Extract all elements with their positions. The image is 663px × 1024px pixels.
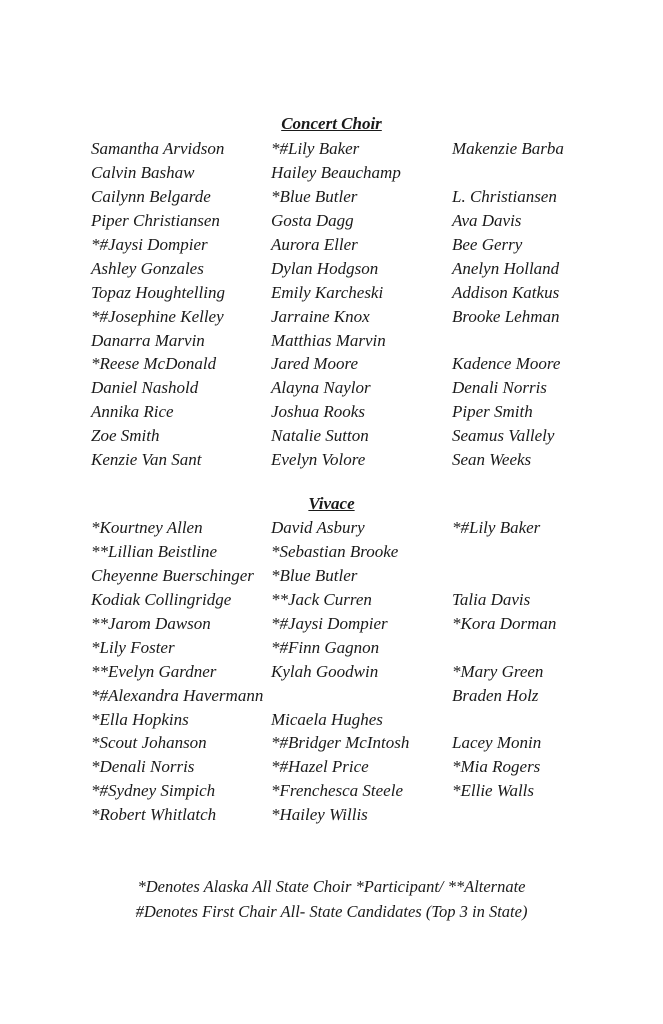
roster-row: [91, 257, 651, 281]
roster-row: [91, 684, 651, 708]
member-name: Addison Katkus: [452, 282, 560, 302]
member-name: Piper Christiansen: [91, 210, 220, 230]
member-name: Bee Gerry: [452, 234, 523, 254]
member-name: Emily Karcheski: [271, 282, 384, 302]
member-name: *Denali Norris: [91, 757, 195, 777]
roster-row: [91, 448, 651, 472]
member-name: Hailey Beauchamp: [271, 162, 401, 182]
roster-row: [91, 516, 651, 540]
member-name: Evelyn Volore: [271, 450, 366, 470]
member-name: *#Josephine Kelley: [91, 306, 224, 326]
member-name: *Reese McDonald: [91, 354, 217, 374]
member-name: Ashley Gonzales: [91, 258, 204, 278]
member-name: [452, 708, 651, 732]
member-name: *#Jaysi Dompier: [91, 234, 208, 254]
member-name: Dylan Hodgson: [271, 258, 379, 278]
member-name: [452, 161, 651, 185]
roster-row: [91, 803, 651, 827]
member-name: [452, 803, 651, 827]
member-name: Calvin Bashaw: [91, 162, 195, 182]
member-name: L. Christiansen: [452, 186, 557, 206]
roster-row: [91, 352, 651, 376]
member-name: *Sebastian Brooke: [271, 541, 399, 561]
member-name: Denali Norris: [452, 378, 547, 398]
member-name: Daniel Nashold: [91, 378, 199, 398]
member-name: *#Lily Baker: [271, 139, 360, 158]
member-name: Natalie Sutton: [271, 426, 369, 446]
member-name: Braden Holz: [452, 685, 539, 705]
roster-row: [91, 731, 651, 755]
member-name: Zoe Smith: [91, 426, 160, 446]
member-name: **Lillian Beistline: [91, 541, 218, 561]
member-name: *Robert Whitlatch: [91, 805, 217, 825]
member-name: Danarra Marvin: [91, 330, 205, 350]
roster-row: [91, 708, 651, 732]
member-name: Annika Rice: [91, 402, 174, 422]
member-name: David Asbury: [271, 518, 365, 537]
member-name: *Lily Foster: [91, 637, 175, 657]
member-name: Aurora Eller: [271, 234, 358, 254]
member-name: [452, 636, 651, 660]
member-name: **Jarom Dawson: [91, 613, 211, 633]
member-name: Micaela Hughes: [271, 709, 383, 729]
member-name: [452, 564, 651, 588]
member-name: Anelyn Holland: [452, 258, 560, 278]
roster-row: [91, 233, 651, 257]
member-name: *Mary Green: [452, 661, 544, 681]
member-name: **Evelyn Gardner: [91, 661, 217, 681]
vivace-heading: Vivace: [308, 494, 355, 513]
roster-row: [91, 137, 651, 161]
member-name: Talia Davis: [452, 589, 531, 609]
member-name: Matthias Marvin: [271, 330, 386, 350]
member-name: Jared Moore: [271, 354, 359, 374]
roster-row: [91, 636, 651, 660]
member-name: *#Bridger McIntosh: [271, 733, 410, 753]
roster-row: [91, 588, 651, 612]
member-name: **Jack Curren: [271, 589, 372, 609]
member-name: [271, 684, 452, 708]
member-name: Cailynn Belgarde: [91, 186, 211, 206]
member-name: Kadence Moore: [452, 354, 561, 374]
member-name: Kodiak Collingridge: [91, 589, 232, 609]
roster-row: [91, 329, 651, 353]
member-name: Jarraine Knox: [271, 306, 370, 326]
member-name: *Scout Johanson: [91, 733, 207, 753]
roster-row: [91, 209, 651, 233]
roster-row: [91, 376, 651, 400]
member-name: Makenzie Barba: [452, 139, 564, 158]
member-name: *#Sydney Simpich: [91, 781, 216, 801]
member-name: Kenzie Van Sant: [91, 450, 202, 470]
member-name: [452, 540, 651, 564]
member-name: Topaz Houghtelling: [91, 282, 225, 302]
roster-row: [91, 400, 651, 424]
member-name: Piper Smith: [452, 402, 533, 422]
concert-choir-heading: Concert Choir: [281, 114, 382, 133]
member-name: Lacey Monin: [452, 733, 542, 753]
member-name: [452, 329, 651, 353]
roster-row: [91, 424, 651, 448]
roster-row: [91, 564, 651, 588]
vivace-roster: [91, 516, 651, 827]
roster-row: [91, 305, 651, 329]
member-name: Alayna Naylor: [271, 378, 371, 398]
member-name: *Frenchesca Steele: [271, 781, 403, 801]
member-name: Seamus Vallely: [452, 426, 555, 446]
member-name: *#Finn Gagnon: [271, 637, 380, 657]
member-name: Samantha Arvidson: [91, 139, 225, 158]
member-name: Cheyenne Buerschinger: [91, 565, 254, 585]
member-name: *Mia Rogers: [452, 757, 541, 777]
member-name: *#Alexandra Havermann: [91, 685, 264, 705]
member-name: *#Hazel Price: [271, 757, 369, 777]
concert-choir-roster: [91, 137, 651, 472]
member-name: Sean Weeks: [452, 450, 532, 470]
roster-row: [91, 161, 651, 185]
roster-row: [91, 755, 651, 779]
member-name: *Blue Butler: [271, 565, 358, 585]
member-name: *Kora Dorman: [452, 613, 557, 633]
roster-row: [91, 281, 651, 305]
member-name: Brooke Lehman: [452, 306, 560, 326]
member-name: *#Jaysi Dompier: [271, 613, 388, 633]
footer-note-allstate: *Denotes Alaska All State Choir *Participant/ **Alternate: [137, 877, 526, 896]
member-name: *Hailey Willis: [271, 805, 368, 825]
roster-row: [91, 540, 651, 564]
member-name: *Ella Hopkins: [91, 709, 189, 729]
footer-note-first-chair: #Denotes First Chair All- State Candidates (Top 3 in State): [135, 902, 528, 921]
member-name: Joshua Rooks: [271, 402, 365, 422]
member-name: Gosta Dagg: [271, 210, 354, 230]
member-name: *#Lily Baker: [452, 518, 541, 537]
roster-row: [91, 612, 651, 636]
member-name: *Ellie Walls: [452, 781, 535, 801]
member-name: Kylah Goodwin: [271, 661, 379, 681]
roster-row: [91, 660, 651, 684]
roster-row: [91, 779, 651, 803]
member-name: *Kourtney Allen: [91, 518, 203, 537]
roster-row: [91, 185, 651, 209]
member-name: *Blue Butler: [271, 186, 358, 206]
member-name: Ava Davis: [452, 210, 522, 230]
